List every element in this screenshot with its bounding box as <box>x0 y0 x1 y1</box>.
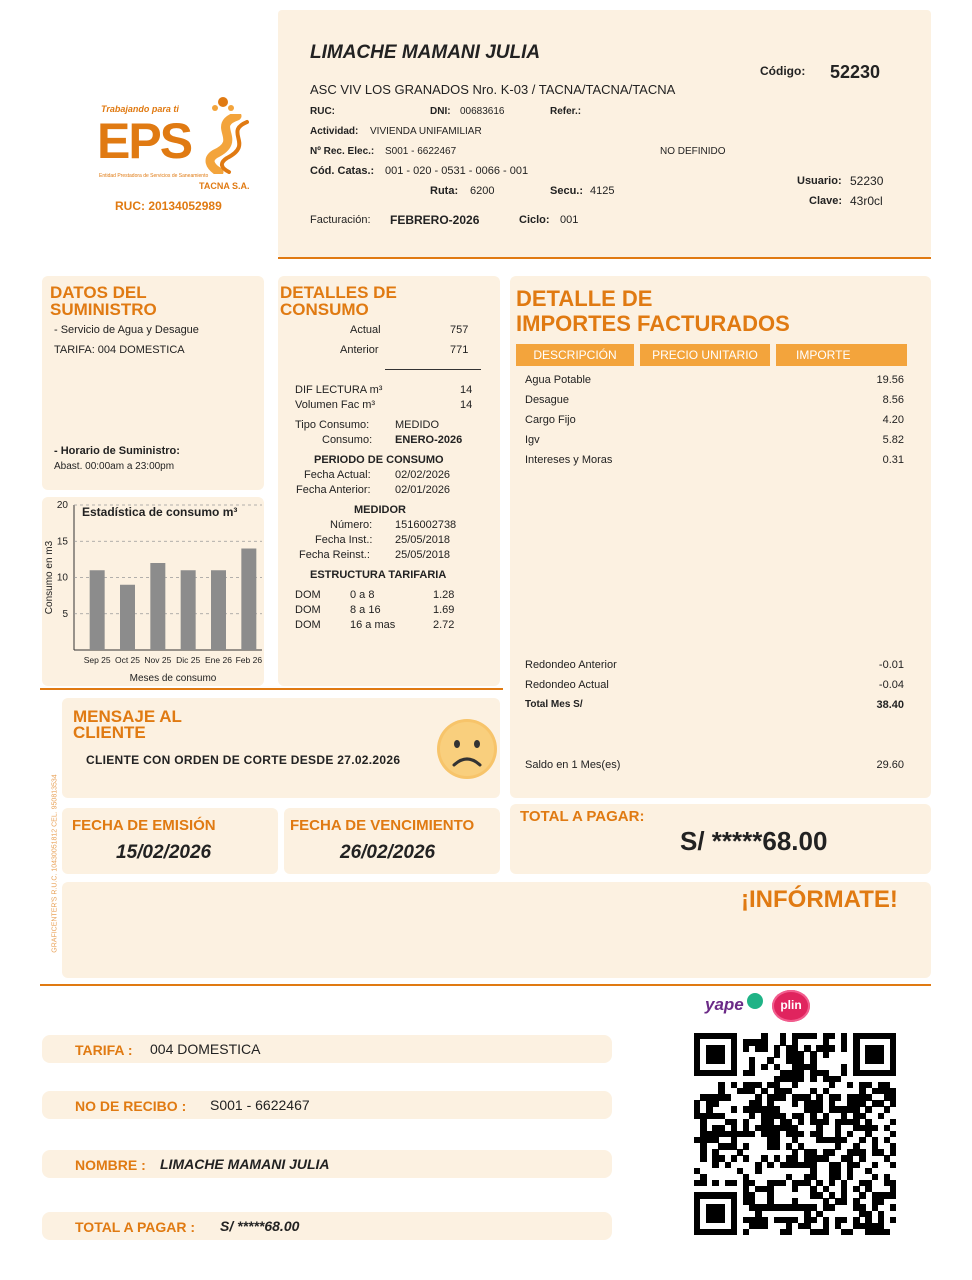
consumo-title-2: CONSUMO <box>280 300 369 319</box>
customer-name: LIMACHE MAMANI JULIA <box>310 42 541 63</box>
qr-module <box>725 1162 731 1168</box>
chart-bar <box>241 549 256 651</box>
catas-value: 001 - 020 - 0531 - 0066 - 001 <box>385 165 529 177</box>
importe-desc: Igv <box>525 434 540 446</box>
qr-module <box>823 1229 829 1235</box>
importe-value: 4.20 <box>882 414 904 426</box>
rec-elec-value: S001 - 6622467 <box>385 146 457 157</box>
strip-tarifa-label: TARIFA : <box>75 1042 133 1058</box>
qr-module <box>786 1229 792 1235</box>
fecha-reinst-value: 25/05/2018 <box>395 549 451 561</box>
ruta-label: Ruta: <box>430 185 459 197</box>
x-tick-label: Dic 25 <box>176 655 201 665</box>
anterior-label: Anterior <box>340 344 379 356</box>
col-importe: IMPORTE <box>776 344 907 366</box>
strip-recibo-value: S001 - 6622467 <box>210 1097 310 1113</box>
tarifa-text: TARIFA: 004 DOMESTICA <box>54 344 185 356</box>
anterior-value: 771 <box>450 344 469 356</box>
eps-logo <box>95 96 260 218</box>
qr-module <box>798 1076 804 1082</box>
header-rule <box>278 257 931 259</box>
x-tick-label: Feb 26 <box>235 655 263 665</box>
qr-module <box>835 1076 841 1082</box>
horario-label: - Horario de Suministro: <box>54 445 180 457</box>
chart-bar <box>181 570 196 650</box>
qr-module <box>890 1100 896 1106</box>
strip-total-value: S/ *****68.00 <box>220 1218 300 1234</box>
qr-module <box>890 1192 896 1198</box>
tarifa-precio: 1.69 <box>433 604 455 616</box>
qr-module <box>731 1155 737 1161</box>
importe-value: 0.31 <box>882 454 904 466</box>
qr-module <box>761 1064 767 1070</box>
usuario-label: Usuario: <box>797 175 842 187</box>
qr-module <box>841 1137 847 1143</box>
qr-module <box>792 1186 798 1192</box>
qr-module <box>890 1162 896 1168</box>
tarifa-rango: 0 a 8 <box>350 589 375 601</box>
qr-module <box>884 1229 890 1235</box>
importes-title-2: IMPORTES FACTURADOS <box>516 311 790 336</box>
qr-module <box>872 1174 878 1180</box>
importe-desc: Agua Potable <box>525 374 592 386</box>
fecha-reinst-label: Fecha Reinst.: <box>299 549 370 561</box>
actual-value: 757 <box>450 324 469 336</box>
tipo-value: MEDIDO <box>395 419 439 431</box>
redondeo-actual-value: -0.04 <box>878 679 904 691</box>
qr-module <box>731 1180 737 1186</box>
x-tick-label: Ene 26 <box>205 655 232 665</box>
facturacion-value: FEBRERO-2026 <box>390 213 480 227</box>
clave-value: 43r0cl <box>850 194 883 208</box>
chart-bar <box>90 570 105 650</box>
mensaje-title-1: MENSAJE AL <box>73 707 182 726</box>
strip-nombre-label: NOMBRE : <box>75 1157 146 1173</box>
qr-module <box>749 1070 755 1076</box>
qr-module <box>774 1143 780 1149</box>
qr-module <box>823 1051 829 1057</box>
y-tick-label: 10 <box>56 572 68 584</box>
ciclo-value: 001 <box>560 214 579 226</box>
logo-city: TACNA S.A. <box>199 181 250 191</box>
qr-module <box>731 1106 737 1112</box>
qr-module <box>878 1198 884 1204</box>
qr-module <box>841 1198 847 1204</box>
qr-module <box>743 1045 749 1051</box>
col-precio-unitario: PRECIO UNITARIO <box>640 344 770 366</box>
qr-module <box>872 1125 878 1131</box>
qr-module <box>743 1155 749 1161</box>
yape-text: yape <box>705 995 744 1014</box>
suministro-title-2: SUMINISTRO <box>50 300 157 319</box>
qr-module <box>865 1106 871 1112</box>
importe-desc: Intereses y Moras <box>525 454 613 466</box>
qr-module <box>749 1131 755 1137</box>
tarifa-precio: 2.72 <box>433 619 455 631</box>
fecha-inst-value: 25/05/2018 <box>395 534 451 546</box>
strip-nombre-value: LIMACHE MAMANI JULIA <box>160 1156 330 1172</box>
qr-module <box>792 1100 798 1106</box>
y-tick-label: 20 <box>56 500 68 511</box>
numero-label: Número: <box>330 519 373 531</box>
saldo-value: 29.60 <box>876 759 904 771</box>
qr-module <box>718 1217 724 1223</box>
qr-module <box>829 1204 835 1210</box>
yape-badge-icon <box>747 993 763 1009</box>
actual-label: Actual <box>350 324 381 336</box>
qr-module <box>847 1131 853 1137</box>
qr-module <box>878 1113 884 1119</box>
qr-module <box>774 1051 780 1057</box>
qr-module <box>890 1217 896 1223</box>
importe-desc: Cargo Fijo <box>525 414 576 426</box>
chart-bar <box>150 563 165 650</box>
consumo-label: Consumo: <box>322 434 373 446</box>
rec-elec-label: Nº Rec. Elec.: <box>310 146 375 157</box>
qr-module <box>890 1204 896 1210</box>
emision-label: FECHA DE EMISIÓN <box>72 817 216 834</box>
catas-label: Cód. Catas.: <box>310 165 375 177</box>
qr-module <box>780 1180 786 1186</box>
usuario-value: 52230 <box>850 174 884 188</box>
qr-module <box>810 1217 816 1223</box>
consumo-divider <box>385 369 481 370</box>
qr-module <box>810 1033 816 1039</box>
logo-entity: Entidad Prestadora de Servicios de Saneamiento <box>99 173 209 179</box>
qr-module <box>872 1162 878 1168</box>
logo-tagline: Trabajando para ti <box>101 104 179 114</box>
qr-module <box>841 1217 847 1223</box>
redondeo-actual-label: Redondeo Actual <box>525 679 609 691</box>
vencimiento-value: 26/02/2026 <box>340 842 436 863</box>
secu-label: Secu.: <box>550 185 584 197</box>
logo-letters: EPS <box>97 113 192 169</box>
refer-label: Refer.: <box>550 106 582 117</box>
qr-module <box>743 1229 749 1235</box>
logo-ruc: RUC: 20134052989 <box>115 199 222 213</box>
tipo-label: Tipo Consumo: <box>295 419 370 431</box>
dif-label: DIF LECTURA m³ <box>295 384 383 396</box>
qr-module <box>835 1143 841 1149</box>
sad-face-icon <box>435 717 499 781</box>
qr-module <box>841 1045 847 1051</box>
strip-total-label: TOTAL A PAGAR : <box>75 1219 196 1235</box>
y-tick-label: 15 <box>56 536 68 548</box>
tarifa-tipo: DOM <box>295 619 321 631</box>
ciclo-label: Ciclo: <box>519 214 550 226</box>
qr-module <box>829 1180 835 1186</box>
qr-module <box>829 1149 835 1155</box>
qr-module <box>859 1192 865 1198</box>
qr-module <box>700 1180 706 1186</box>
total-mes-label: Total Mes S/ <box>525 699 583 710</box>
plin-logo <box>772 990 810 1022</box>
qr-module <box>890 1131 896 1137</box>
qr-module <box>823 1119 829 1125</box>
codigo-value: 52230 <box>830 62 881 82</box>
qr-module <box>890 1119 896 1125</box>
x-tick-label: Nov 25 <box>144 655 172 665</box>
informate-title: ¡INFÓRMATE! <box>741 886 898 913</box>
x-axis-label: Meses de consumo <box>129 673 217 684</box>
saldo-label: Saldo en 1 Mes(es) <box>525 759 621 771</box>
dni-value: 00683616 <box>460 106 505 117</box>
x-tick-label: Oct 25 <box>114 655 141 665</box>
qr-module <box>780 1094 786 1100</box>
qr-module <box>731 1229 737 1235</box>
qr-module <box>829 1045 835 1051</box>
redondeo-anterior-value: -0.01 <box>878 659 904 671</box>
qr-module <box>829 1082 835 1088</box>
secu-value: 4125 <box>590 185 615 197</box>
tarifa-rango: 16 a mas <box>350 619 396 631</box>
side-print: GRAFICENTER'S R.U.C. 10430051812 CEL. 950813534 <box>51 774 59 953</box>
y-tick-label: 5 <box>62 608 68 620</box>
consumo-value: ENERO-2026 <box>395 434 463 446</box>
ruc-label: RUC: <box>310 106 335 117</box>
qr-module <box>743 1143 749 1149</box>
importe-value: 5.82 <box>882 434 904 446</box>
qr-module <box>841 1070 847 1076</box>
estructura-title: ESTRUCTURA TARIFARIA <box>310 569 447 581</box>
total-value: S/ *****68.00 <box>680 826 828 856</box>
qr-module <box>890 1070 896 1076</box>
fecha-anterior-value: 02/01/2026 <box>395 484 451 496</box>
numero-value: 1516002738 <box>395 519 457 531</box>
clave-label: Clave: <box>809 195 843 207</box>
horario-value: Abast. 00:00am a 23:00pm <box>54 461 175 472</box>
qr-module <box>718 1057 724 1063</box>
qr-module <box>853 1162 859 1168</box>
tarifa-precio: 1.28 <box>433 589 455 601</box>
servicio-text: - Servicio de Agua y Desague <box>54 324 199 336</box>
tarifa-tipo: DOM <box>295 589 321 601</box>
qr-module <box>761 1223 767 1229</box>
suministro-title-1: DATOS DEL <box>50 283 147 302</box>
tarifa-rango: 8 a 16 <box>350 604 381 616</box>
qr-module <box>731 1070 737 1076</box>
importes-title-1: DETALLE DE <box>516 286 653 311</box>
logo-drop-icon <box>203 96 243 116</box>
y-axis-label: Consumo en m3 <box>44 540 55 615</box>
qr-module <box>847 1082 853 1088</box>
qr-module <box>767 1162 773 1168</box>
qr-module <box>712 1100 718 1106</box>
fecha-actual-label: Fecha Actual: <box>304 469 371 481</box>
qr-module <box>725 1094 731 1100</box>
importe-value: 8.56 <box>882 394 904 406</box>
qr-module <box>810 1076 816 1082</box>
medidor-title: MEDIDOR <box>354 504 406 516</box>
qr-module <box>700 1155 706 1161</box>
fecha-actual-value: 02/02/2026 <box>395 469 451 481</box>
importe-desc: Desague <box>525 394 570 406</box>
chart-bar <box>120 585 135 650</box>
volumen-label: Volumen Fac m³ <box>295 399 376 411</box>
qr-module <box>847 1229 853 1235</box>
fecha-inst-label: Fecha Inst.: <box>315 534 373 546</box>
tarifa-tipo: DOM <box>295 604 321 616</box>
qr-module <box>890 1149 896 1155</box>
qr-module <box>847 1174 853 1180</box>
chart-bar <box>211 570 226 650</box>
mid-rule <box>40 688 503 690</box>
actividad-value: VIVIENDA UNIFAMILIAR <box>370 126 482 137</box>
qr-module <box>761 1045 767 1051</box>
qr-module <box>712 1180 718 1186</box>
logo-wave-icon <box>199 114 257 174</box>
qr-module <box>859 1155 865 1161</box>
strip-tarifa-value: 004 DOMESTICA <box>150 1041 261 1057</box>
qr-module <box>792 1082 798 1088</box>
plin-text: plin <box>780 998 802 1012</box>
strip-recibo-label: NO DE RECIBO : <box>75 1098 187 1114</box>
mensaje-title-2: CLIENTE <box>73 723 146 742</box>
consumption-chart <box>42 497 264 686</box>
consumo-title-1: DETALLES DE <box>280 283 397 302</box>
facturacion-label: Facturación: <box>310 214 371 226</box>
payment-qr-code <box>694 1033 896 1235</box>
mensaje-text: CLIENTE CON ORDEN DE CORTE DESDE 27.02.2026 <box>86 753 401 767</box>
qr-module <box>755 1168 761 1174</box>
x-tick-label: Sep 25 <box>83 655 111 665</box>
qr-module <box>884 1106 890 1112</box>
periodo-title: PERIODO DE CONSUMO <box>314 454 444 466</box>
vencimiento-label: FECHA DE VENCIMIENTO <box>290 817 475 834</box>
customer-address: ASC VIV LOS GRANADOS Nro. K-03 / TACNA/TACNA/TACNA <box>310 82 676 97</box>
importe-value: 19.56 <box>876 374 904 386</box>
actividad-label: Actividad: <box>310 126 359 137</box>
qr-module <box>712 1162 718 1168</box>
col-descripcion: DESCRIPCIÓN <box>516 344 634 366</box>
qr-module <box>798 1119 804 1125</box>
qr-module <box>859 1137 865 1143</box>
codigo-label: Código: <box>760 64 806 78</box>
bottom-rule <box>40 984 931 986</box>
dni-label: DNI: <box>430 106 451 117</box>
redondeo-anterior-label: Redondeo Anterior <box>525 659 617 671</box>
yape-logo <box>705 993 765 1021</box>
dif-value: 14 <box>460 384 473 396</box>
emision-value: 15/02/2026 <box>116 842 212 863</box>
ruta-value: 6200 <box>470 185 495 197</box>
qr-module <box>798 1131 804 1137</box>
fecha-anterior-label: Fecha Anterior: <box>296 484 371 496</box>
qr-module <box>829 1033 835 1039</box>
chart-title: Estadística de consumo m³ <box>82 505 238 519</box>
no-definido: NO DEFINIDO <box>660 146 726 157</box>
qr-module <box>835 1094 841 1100</box>
total-mes-value: 38.40 <box>876 699 904 711</box>
qr-module <box>878 1057 884 1063</box>
total-label: TOTAL A PAGAR: <box>520 808 645 825</box>
qr-module <box>749 1113 755 1119</box>
volumen-value: 14 <box>460 399 473 411</box>
